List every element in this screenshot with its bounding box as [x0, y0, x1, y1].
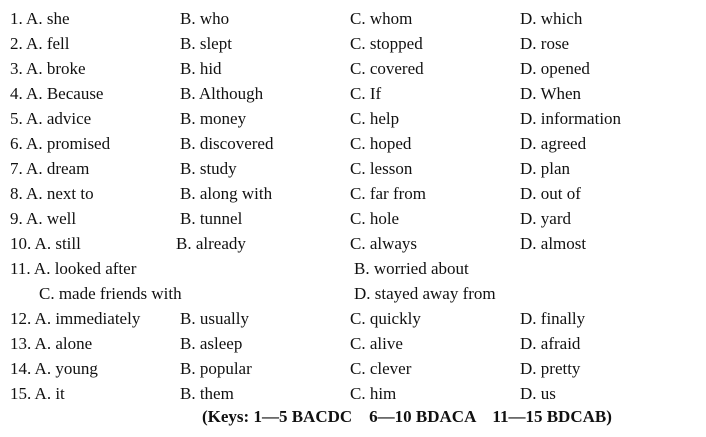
option-a: 7. A. dream: [10, 159, 90, 178]
option-c: C. far from: [350, 184, 427, 203]
option-a: 5. A. advice: [10, 109, 92, 128]
option-c: C. covered: [350, 59, 424, 78]
option-b: B. Although: [180, 84, 264, 103]
option-a: 2. A. fell: [10, 34, 70, 53]
question-row: [0, 356, 706, 381]
option-a: 12. A. immediately: [10, 309, 141, 328]
option-b: B. worried about: [354, 259, 469, 278]
option-a: 1. A. she: [10, 9, 70, 28]
question-row: [0, 181, 706, 206]
option-c: C. alive: [350, 334, 403, 353]
question-row: [0, 31, 706, 56]
option-b: B. asleep: [180, 334, 243, 353]
option-b: B. already: [176, 234, 246, 253]
option-a: 10. A. still: [10, 234, 81, 253]
option-b: B. discovered: [180, 134, 274, 153]
option-b: B. who: [180, 9, 230, 28]
question-row: [0, 381, 706, 406]
option-c: C. stopped: [350, 34, 423, 53]
option-d: D. information: [520, 109, 622, 128]
option-c: C. whom: [350, 9, 413, 28]
option-c: C. made friends with: [39, 284, 182, 303]
option-d: D. afraid: [520, 334, 581, 353]
option-c: C. hoped: [350, 134, 412, 153]
option-b: B. money: [180, 109, 247, 128]
question-row: [0, 6, 706, 31]
cropped-previous-line: [0, 0, 706, 4]
option-d: D. plan: [520, 159, 571, 178]
option-d: D. pretty: [520, 359, 581, 378]
option-d: D. out of: [520, 184, 581, 203]
option-c: C. help: [350, 109, 400, 128]
option-b: B. study: [180, 159, 237, 178]
option-d: D. rose: [520, 34, 570, 53]
option-b: B. them: [180, 384, 234, 403]
option-d: D. When: [520, 84, 582, 103]
option-c: C. If: [350, 84, 382, 103]
option-a: 3. A. broke: [10, 59, 86, 78]
option-d: D. us: [520, 384, 556, 403]
option-a: 14. A. young: [10, 359, 98, 378]
option-d: D. agreed: [520, 134, 587, 153]
option-d: D. finally: [520, 309, 586, 328]
question-row: [0, 331, 706, 356]
option-b: B. tunnel: [180, 209, 243, 228]
option-b: B. popular: [180, 359, 252, 378]
option-c: C. quickly: [350, 309, 421, 328]
question-row: [0, 306, 706, 331]
answer-keys: (Keys: 1—5 BACDC 6—10 BDACA 11—15 BDCAB): [202, 407, 612, 426]
question-row: [0, 256, 706, 306]
question-row: [0, 156, 706, 181]
option-d: D. which: [520, 9, 583, 28]
option-a: 6. A. promised: [10, 134, 111, 153]
option-d: D. yard: [520, 209, 571, 228]
option-d: D. stayed away from: [354, 284, 496, 303]
question-row: [0, 206, 706, 231]
question-row: [0, 131, 706, 156]
option-b: B. slept: [180, 34, 232, 53]
option-a: 9. A. well: [10, 209, 77, 228]
option-c: C. clever: [350, 359, 412, 378]
option-a: 4. A. Because: [10, 84, 104, 103]
option-b: B. usually: [180, 309, 249, 328]
question-row: [0, 231, 706, 256]
option-c: C. hole: [350, 209, 400, 228]
option-a: 13. A. alone: [10, 334, 93, 353]
question-row: [0, 81, 706, 106]
option-d: D. almost: [520, 234, 587, 253]
option-a: 15. A. it: [10, 384, 65, 403]
question-row: [0, 56, 706, 81]
option-b: B. hid: [180, 59, 222, 78]
option-c: C. always: [350, 234, 418, 253]
option-c: C. lesson: [350, 159, 413, 178]
option-a: 8. A. next to: [10, 184, 94, 203]
option-a: 11. A. looked after: [10, 259, 137, 278]
question-row: [0, 106, 706, 131]
option-c: C. him: [350, 384, 397, 403]
option-d: D. opened: [520, 59, 590, 78]
option-b: B. along with: [180, 184, 273, 203]
